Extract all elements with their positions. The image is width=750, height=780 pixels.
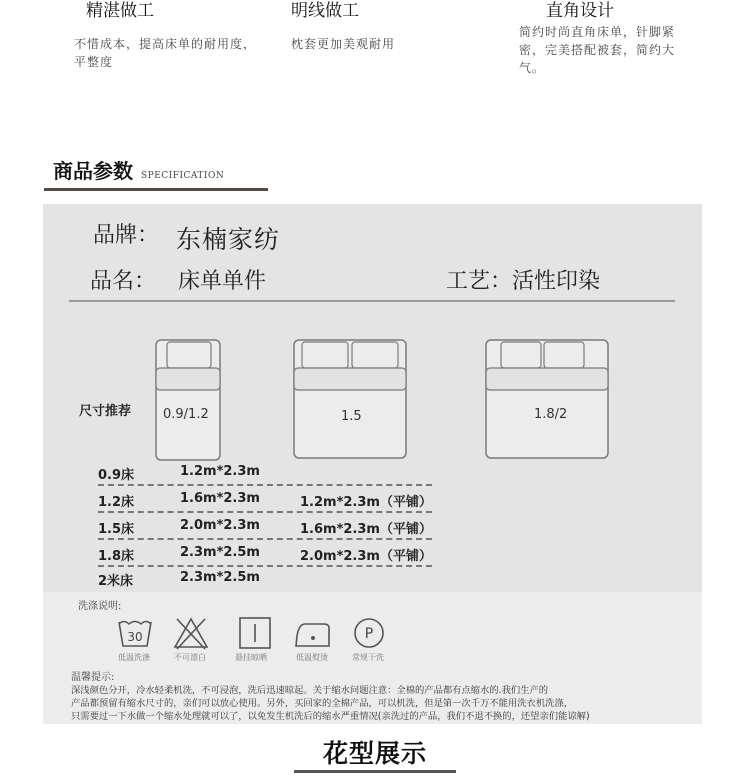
wash-caption: 低温洗涤: [118, 653, 150, 662]
feature-title: 明线做工: [291, 1, 359, 21]
low-iron-icon: [293, 616, 331, 650]
bed-size-label: 0.9/1.2: [163, 407, 209, 422]
feature-title: 直角设计: [546, 1, 614, 21]
feature-right-angle: [519, 0, 689, 77]
row-divider: [98, 511, 432, 513]
feature-craftsmanship: [74, 0, 264, 71]
bed-type: 0.9床: [98, 468, 135, 483]
row-divider: [98, 538, 432, 540]
flat-sheet-size: 1.6m*2.3m（平铺）: [300, 522, 432, 537]
bed-size-label: 1.5: [341, 409, 362, 424]
tips-line: 产品都预留有缩水尺寸的，亲们可以放心使用。另外，买回家的全棉产品，可以机洗，但是第一次千万不能用洗衣机洗涤，: [71, 698, 574, 709]
bed-type: 1.5床: [98, 522, 135, 537]
sheet-size: 2.3m*2.5m: [180, 545, 260, 560]
sheet-size: 2.0m*2.3m: [180, 518, 260, 533]
craft-value: 工艺：活性印染: [446, 269, 601, 294]
bed-type: 1.2床: [98, 495, 135, 510]
feature-desc: 简约时尚直角床单，针脚紧密，完美搭配被套，简约大气。: [519, 25, 676, 75]
bed-type: 2米床: [98, 574, 134, 589]
bed-size-label: 1.8/2: [534, 407, 568, 422]
spec-panel: [43, 204, 702, 724]
king-bed-icon: [484, 338, 610, 460]
wash-temp: 30: [127, 630, 143, 644]
wash-30-icon: [116, 616, 154, 650]
pattern-display-title: 花型展示: [322, 739, 427, 768]
dry-clean-icon: [352, 616, 386, 650]
wash-title: 洗涤说明:: [78, 601, 122, 612]
wash-caption: 低温熨烫: [296, 653, 328, 662]
pattern-underline: [294, 770, 456, 773]
double-bed-icon: [292, 338, 410, 460]
brand-value: 东楠家纺: [176, 225, 281, 254]
row-divider: [98, 484, 432, 486]
single-bed-icon: [154, 338, 222, 462]
spec-underline: [44, 188, 268, 191]
bed-type: 1.8床: [98, 549, 135, 564]
size-recommend-label: 尺寸推荐: [79, 404, 132, 419]
product-name-label: 品名：: [90, 269, 157, 294]
brand-label: 品牌：: [93, 223, 160, 248]
spec-heading: [53, 155, 224, 184]
feature-title: 精湛做工: [86, 1, 154, 21]
product-name-value: 床单单件: [178, 269, 267, 294]
sheet-size: 1.2m*2.3m: [180, 464, 260, 479]
spec-subtitle: SPECIFICATION: [141, 171, 225, 181]
wash-caption: 常规干洗: [352, 653, 384, 662]
no-bleach-icon: [173, 616, 209, 650]
tips-title: 温馨提示:: [71, 672, 115, 683]
hang-dry-icon: [238, 616, 272, 650]
flat-sheet-size: 1.2m*2.3m（平铺）: [300, 495, 432, 510]
feature-desc: 不惜成本，提高床单的耐用度，平整度: [74, 37, 257, 69]
wash-caption: 不可漂白: [174, 653, 206, 662]
dry-clean-letter: P: [364, 626, 374, 642]
row-divider: [98, 565, 432, 567]
sheet-size: 1.6m*2.3m: [180, 491, 260, 506]
divider: [69, 300, 675, 302]
tips-line: 深浅颜色分开，冷水轻柔机洗，不可浸泡，洗后迅速晾起。关于缩水问题注意：全棉的产品都有点缩水的.我们生产的: [71, 685, 549, 696]
wash-caption: 悬挂晾晒: [235, 653, 267, 662]
feature-desc: 枕套更加美观耐用: [291, 37, 396, 51]
tips-line: 只需要过一下水做一个缩水处理就可以了，以免发生机洗后的缩水严重情况(亲洗过的产品，我们不退不换的，还望亲们能谅解): [71, 711, 590, 722]
sheet-size: 2.3m*2.5m: [180, 570, 260, 585]
feature-topstitch: [291, 0, 461, 53]
spec-title: 商品参数: [53, 159, 133, 183]
flat-sheet-size: 2.0m*2.3m（平铺）: [300, 549, 432, 564]
